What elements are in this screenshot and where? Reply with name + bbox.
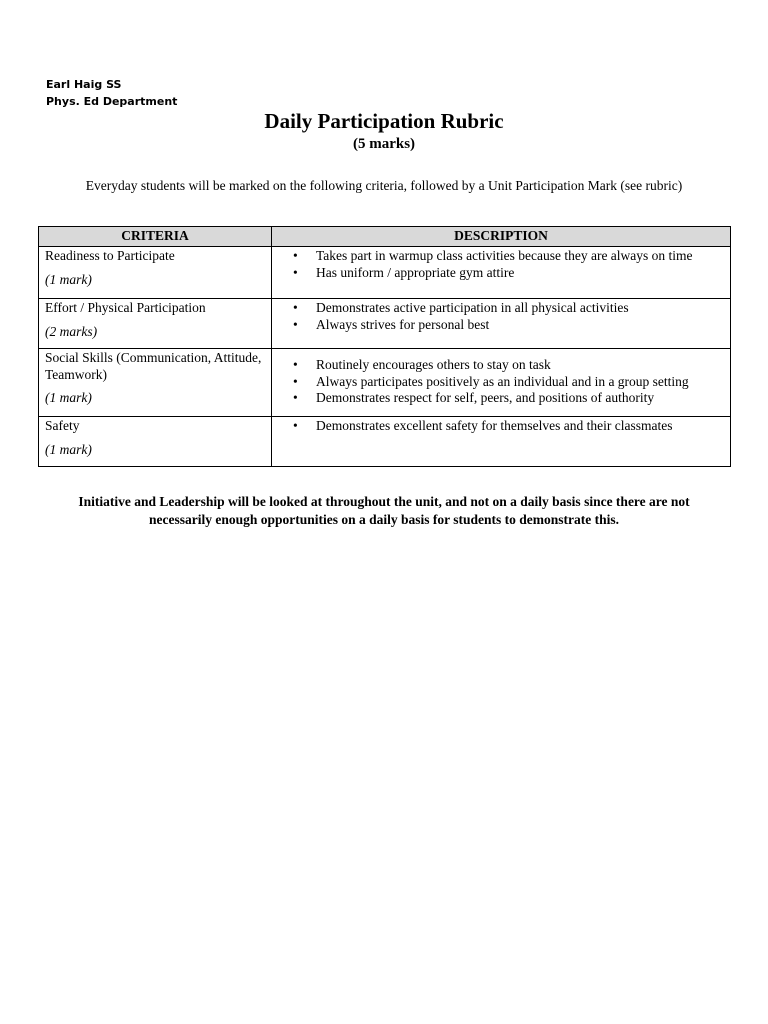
- bullet-icon: •: [293, 373, 298, 389]
- description-item: • Takes part in warmup class activities because they are always on time: [293, 248, 693, 263]
- description-item: • Has uniform / appropriate gym attire: [293, 264, 515, 280]
- page-subtitle: (5 marks): [352, 136, 416, 152]
- footer-note: Initiative and Leadership will be looked at throughout the unit, and not on a daily basis since there are not necessarily enough opportunities on a daily basis for students to demonstrate this.: [78, 494, 690, 527]
- criteria-name: Social Skills (Communication, Attitude, Teamwork): [45, 350, 262, 382]
- description-item: • Always participates positively as an individual and in a group setting: [293, 373, 689, 389]
- column-header-criteria: CRITERIA: [39, 227, 272, 247]
- department-name: Phys. Ed Department: [46, 95, 178, 108]
- description-cell: [272, 417, 731, 467]
- bullet-icon: •: [293, 300, 298, 315]
- description-cell: [272, 349, 731, 417]
- description-item: • Demonstrates respect for self, peers, and positions of authority: [293, 390, 655, 405]
- table-row: [39, 299, 731, 349]
- column-header-description: DESCRIPTION: [272, 227, 731, 247]
- criteria-cell: [39, 417, 272, 467]
- criteria-cell: [39, 349, 272, 417]
- table-header-row: [39, 227, 731, 247]
- bullet-icon: •: [293, 390, 298, 405]
- school-name: Earl Haig SS: [46, 78, 122, 91]
- table-row: [39, 349, 731, 417]
- criteria-name: Safety: [45, 418, 80, 433]
- bullet-icon: •: [293, 357, 298, 372]
- description-item: • Always strives for personal best: [293, 316, 490, 332]
- table-row: [39, 417, 731, 467]
- description-item: • Routinely encourages others to stay on task: [293, 357, 551, 372]
- rubric-table: [38, 226, 731, 467]
- criteria-name: Readiness to Participate: [45, 248, 175, 263]
- bullet-icon: •: [293, 248, 298, 263]
- criteria-cell: [39, 299, 272, 349]
- intro-text: Everyday students will be marked on the following criteria, followed by a Unit Participation Mark (see rubric): [85, 178, 683, 193]
- criteria-marks: (1 mark): [45, 271, 92, 287]
- criteria-cell: [39, 247, 272, 299]
- criteria-marks: (2 marks): [45, 323, 98, 339]
- criteria-name: Effort / Physical Participation: [45, 300, 206, 315]
- document-header: [46, 76, 177, 110]
- bullet-icon: •: [293, 264, 298, 280]
- description-item: • Demonstrates excellent safety for themselves and their classmates: [293, 418, 673, 433]
- description-item: • Demonstrates active participation in all physical activities: [293, 300, 629, 315]
- bullet-icon: •: [293, 418, 298, 433]
- criteria-marks: (1 mark): [45, 390, 92, 405]
- page-title: Daily Participation Rubric: [264, 109, 504, 133]
- description-cell: [272, 299, 731, 349]
- table-row: [39, 247, 731, 299]
- description-cell: [272, 247, 731, 299]
- criteria-marks: (1 mark): [45, 441, 92, 457]
- bullet-icon: •: [293, 316, 298, 332]
